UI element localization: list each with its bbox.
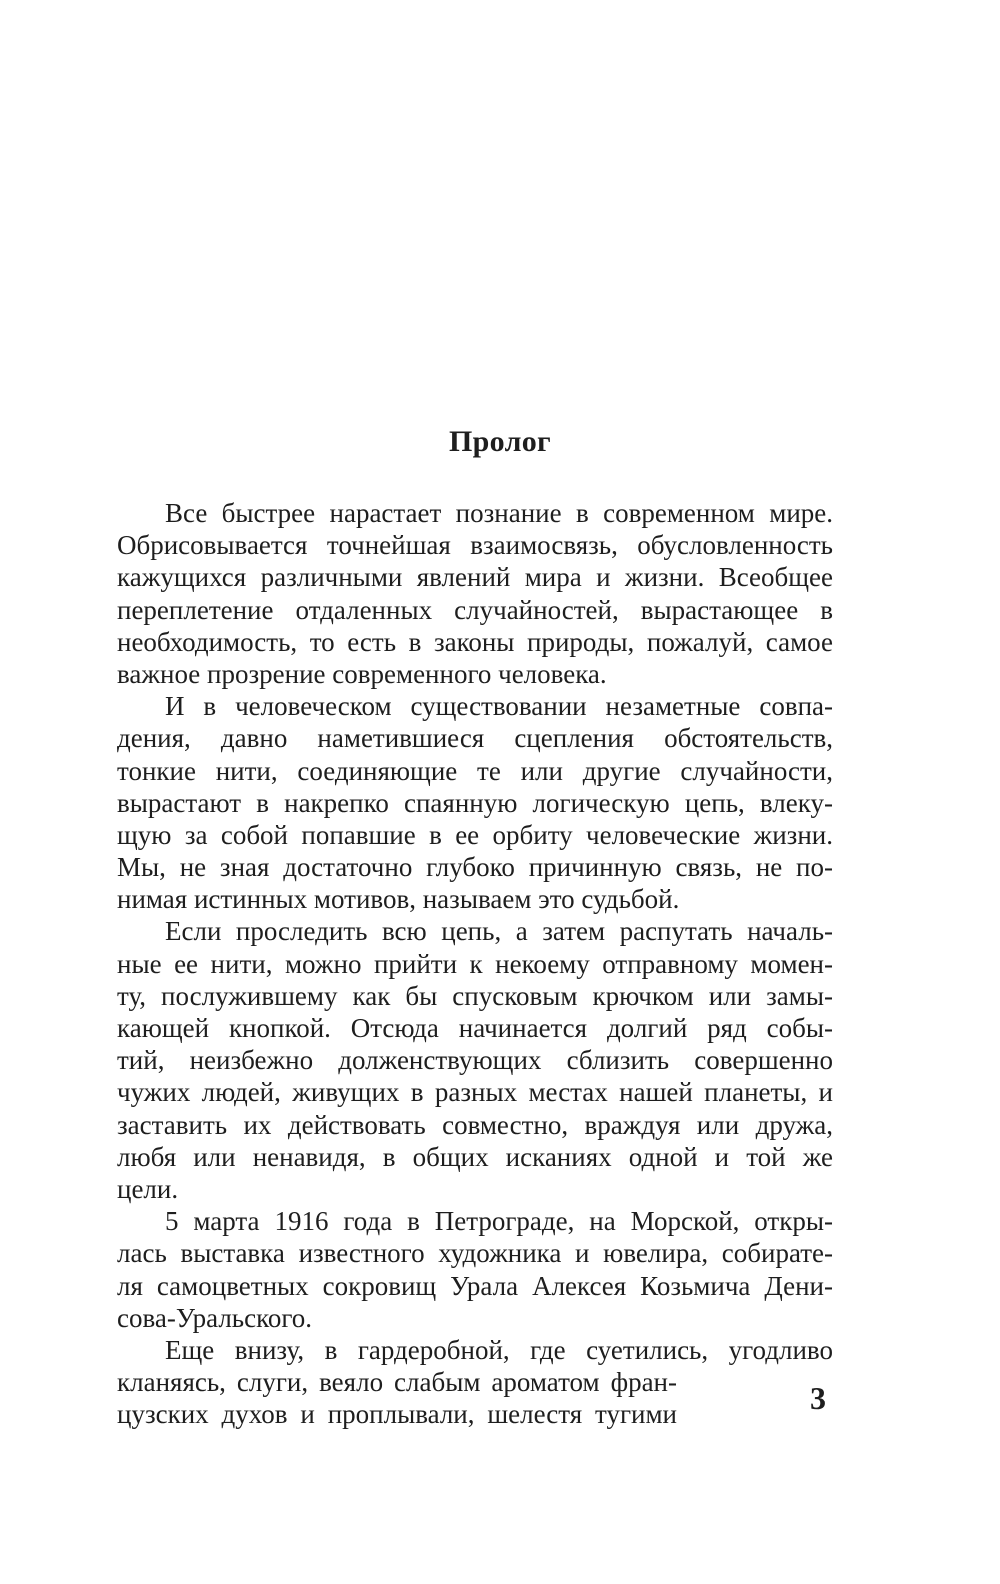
text-line: дения, давно наметившиеся сцепления обстоятельств, xyxy=(117,723,833,754)
text-line: щую за собой попавшие в ее орбиту человеческие жизни. xyxy=(117,819,833,850)
text-line: чужих людей, живущих в разных местах нашей планеты, и xyxy=(117,1077,833,1108)
text-line: важное прозрение современного человека. xyxy=(117,658,607,689)
chapter-title: Пролог xyxy=(449,425,551,458)
text-line: любя или ненавидя, в общих исканиях одной и той же xyxy=(117,1141,833,1172)
text-line: кажущихся различными явлений мира и жизни. Всеобщее xyxy=(117,562,833,593)
text-line: И в человеческом существовании незаметные совпа- xyxy=(165,691,833,722)
text-line: вырастают в накрепко спаянную логическую цепь, влеку- xyxy=(117,787,833,818)
text-line: тий, неизбежно долженствующих сблизить совершенно xyxy=(117,1045,833,1076)
text-line: цузских духов и проплывали, шелестя тугими xyxy=(117,1399,677,1430)
page-number: 3 xyxy=(810,1380,826,1416)
text-line: цели. xyxy=(117,1173,179,1204)
text-line: Если проследить всю цепь, а затем распутать началь- xyxy=(165,916,833,947)
body-text xyxy=(117,497,833,1430)
text-line: ля самоцветных сокровищ Урала Алексея Козьмича Дени- xyxy=(117,1270,833,1301)
text-line: тонкие нити, соединяющие те или другие случайности, xyxy=(117,755,833,786)
text-line: Обрисовывается точнейшая взаимосвязь, обусловленность xyxy=(117,530,833,561)
text-line: Все быстрее нарастает познание в современном мире. xyxy=(165,498,833,528)
text-line: ту, послужившему как бы спусковым крючком или замы- xyxy=(117,980,833,1011)
text-line: заставить их действовать совместно, враждуя или дружа, xyxy=(117,1109,833,1140)
text-line: переплетение отдаленных случайностей, вырастающее в xyxy=(117,594,833,625)
text-line: 5 марта 1916 года в Петрограде, на Морской, откры- xyxy=(165,1206,833,1237)
text-line: Мы, не зная достаточно глубоко причинную связь, не по- xyxy=(117,852,833,883)
text-line: Еще внизу, в гардеробной, где суетились, угодливо xyxy=(165,1334,833,1365)
text-line: ные ее нити, можно прийти к некоему отправному момен- xyxy=(117,948,833,979)
text-line: нимая истинных мотивов, называем это судьбой. xyxy=(117,884,680,915)
text-line: кающей кнопкой. Отсюда начинается долгий ряд собы- xyxy=(117,1013,833,1043)
text-line: необходимость, то есть в законы природы, пожалуй, самое xyxy=(117,626,833,657)
text-line: кланяясь, слуги, веяло слабым ароматом фран- xyxy=(117,1367,677,1398)
text-line: сова-Уральского. xyxy=(117,1302,312,1333)
text-line: лась выставка известного художника и ювелира, собирате- xyxy=(117,1238,833,1269)
